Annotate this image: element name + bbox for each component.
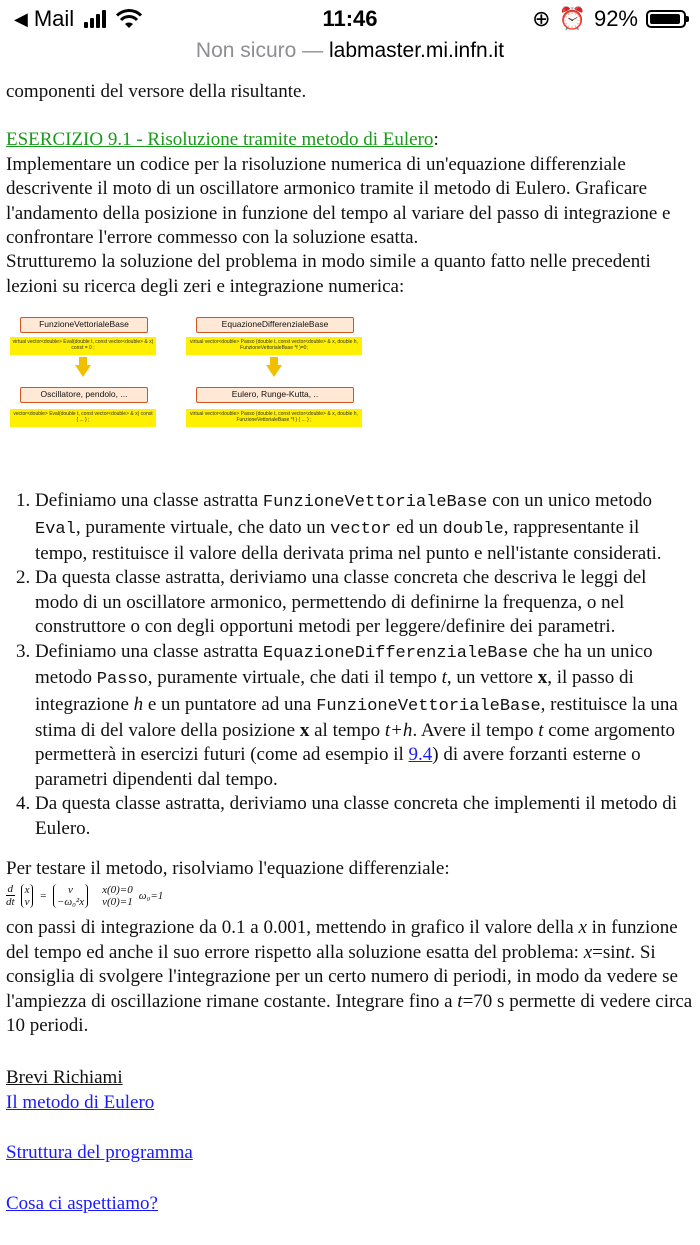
status-right [532, 6, 686, 32]
back-arrow-icon[interactable]: ◀ [14, 8, 28, 29]
diagram-sig-eval-concrete: vector<double> Eval(double t, const vector<double> & x) const { ... } ; [10, 409, 156, 427]
diagram-box-eulero: Eulero, Runge-Kutta, .. [196, 387, 354, 403]
link-cosa-ci-aspettiamo[interactable]: Cosa ci aspettiamo? [6, 1192, 158, 1214]
test-body: con passi di integrazione da 0.1 a 0.001, mettendo in grafico il valore della x in funzione del tempo ed anche il suo errore rispetto alla soluzione esatta del problema: x=sint. Si consiglia di svolgere l'integrazione per un certo numero di periodi, in modo da vedere se l'ampiezza di oscillazione rimane costante. Integrare fino a t=70 s permette di vedere circa 10 periodi. [6, 917, 693, 1036]
exercise-intro-2: Strutturemo la soluzione del problema in modo simile a quanto fatto nelle precedenti lezioni su ricerca degli zeri e integrazione numerica: [6, 251, 651, 297]
link-exercise-9-4[interactable]: 9.4 [408, 744, 433, 766]
back-to-mail[interactable]: Mail [33, 6, 75, 31]
link-struttura-programma[interactable]: Struttura del programma [6, 1142, 193, 1164]
battery-icon [646, 10, 686, 28]
differential-equation: d dt x v = v −ω₀²x x(0)=0 v(0)=1 ω₀=1 [6, 883, 164, 909]
diagram-arrow-2 [270, 357, 278, 365]
steps-list [6, 489, 694, 841]
diagram-sig-eval-virtual: virtual vector<double> Eval(double t, const vector<double> & x) const = 0 ; [10, 337, 156, 355]
step-3: 3. Definiamo una classe astratta EquazioneDifferenzialeBase che ha un unico metodo Passo, puramente virtuale, che dati il tempo t, un vettore x, il passo di integrazione h e un puntatore ad una FunzioneVettorialeBase, restituisce la una stima di del valore della posizione x al tempo t+h. Avere il tempo t come argomento permetterà in esercizi futuri (come ad esempio il 9.4) di avere forzanti esterne o parametri dipendenti dal tempo. [35, 640, 694, 792]
diagram-box-oscillatore: Oscillatore, pendolo, ... [20, 387, 148, 403]
diagram-sig-passo-concrete: virtual vector<double> Passo (double t, const vector<double> & x, double h, FunzioneVettorialeBase *f ) { ... } ; [186, 409, 362, 427]
diagram-box-funzionevettorialebase: FunzioneVettorialeBase [20, 317, 148, 333]
url-insecure-label: Non sicuro [195, 39, 297, 62]
diagram-sig-passo-virtual: virtual vector<double> Passo (double t, const vector<double> & x, double h, FunzioneVettorialeBase *f )=0; [186, 337, 362, 355]
previous-text: componenti del versore della risultante. [6, 81, 307, 102]
url-host: labmaster.mi.infn.it [328, 39, 505, 62]
alarm-icon: ⏰ [558, 6, 586, 31]
test-intro: Per testare il metodo, risolviamo l'equazione differenziale: [6, 857, 450, 879]
link-metodo-eulero[interactable]: Il metodo di Eulero [6, 1091, 155, 1113]
url-separator: — [296, 39, 329, 62]
exercise-intro: Implementare un codice per la risoluzione numerica di un'equazione differenziale descrivente il moto di un oscillatore armonico tramite il metodo di Eulero. Graficare l'andamento della posizione in funzione del tempo al variare del passo di integrazione e confrontare l'errore commesso con la soluzione esatta. [6, 153, 671, 249]
status-bar [0, 0, 700, 38]
cut-off-line [6, 74, 694, 80]
links-heading: Brevi Richiami [6, 1067, 123, 1089]
clock: 11:46 [322, 6, 378, 31]
exercise-title: ESERCIZIO 9.1 - Risoluzione tramite metodo di Eulero: [6, 129, 439, 151]
diagram-box-equazionedifferenzialebase: EquazioneDifferenzialeBase [196, 317, 354, 333]
exercise-title-link[interactable]: ESERCIZIO 9.1 - Risoluzione tramite metodo di Eulero [6, 129, 434, 151]
page-content [6, 74, 694, 1216]
diagram-arrowhead-1 [75, 365, 91, 377]
step-1: 1. Definiamo una classe astratta FunzioneVettorialeBase con un unico metodo Eval, puramente virtuale, che dato un vector ed un double, rappresentante il tempo, restituisce il valore della derivata prima nel punto e nell'istante considerati. [35, 489, 694, 566]
diagram-arrow-1 [79, 357, 87, 365]
rotation-lock-icon: ⊕ [532, 6, 551, 31]
class-diagram [10, 317, 370, 447]
step-2: 2. Da questa classe astratta, deriviamo una classe concreta che descriva le leggi del modo di un oscillatore armonico, permettendo di definirne la frequenza, o nel construttore o con degli opportuni metodi per leggere/definire dei parametri. [35, 566, 694, 639]
battery-percent: 92% [593, 6, 638, 31]
step-4: 4. Da questa classe astratta, deriviamo una classe concreta che implementi il metodo di Eulero. [35, 792, 694, 841]
diagram-arrowhead-2 [266, 365, 282, 377]
url-bar[interactable] [0, 38, 700, 74]
